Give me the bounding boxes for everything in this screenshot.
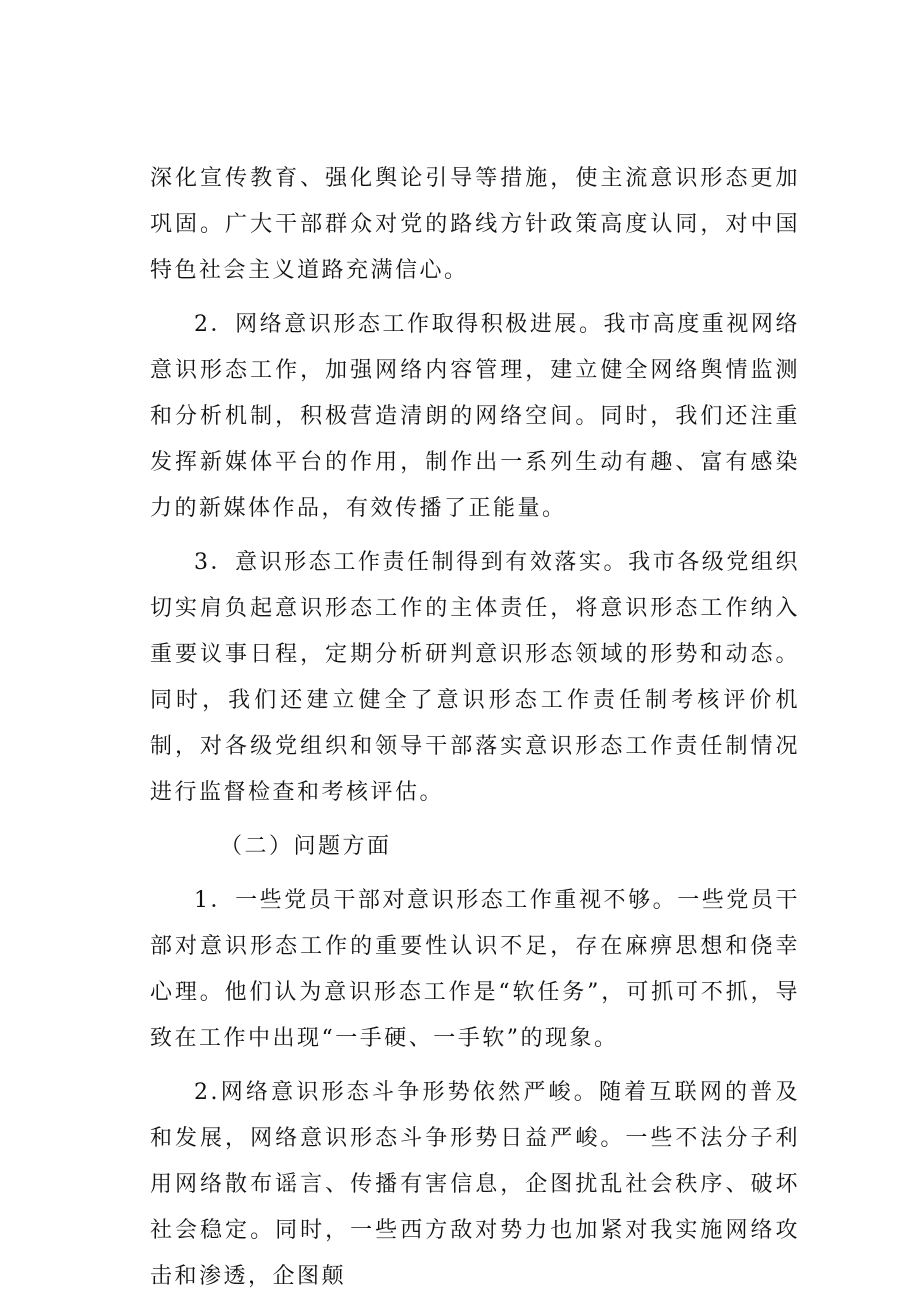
problem-paragraph-1: 1．一些党员干部对意识形态工作重视不够。一些党员干部对意识形态工作的重要性认识不足，存在麻痹思想和侥幸心理。他们认为意识形态工作是“软任务”，可抓可不抓，导致在工作中出现“一手硬、一手软”的现象。 [150, 888, 800, 1051]
section-heading: （二）问题方面 [220, 834, 392, 859]
paragraph-item-2: 2．网络意识形态工作取得积极进展。我市高度重视网络意识形态工作，加强网络内容管理，建立健全网络舆情监测和分析机制，积极营造清朗的网络空间。同时，我们还注重发挥新媒体平台的作用，制作出一系列生动有趣、富有感染力的新媒体作品，有效传播了正能量。 [150, 312, 800, 521]
problem-paragraph-2: 2.网络意识形态斗争形势依然严峻。随着互联网的普及和发展，网络意识形态斗争形势日益严峻。一些不法分子利用网络散布谣言、传播有害信息，企图扰乱社会秩序、破坏社会稳定。同时，一些西方敌对势力也加紧对我实施网络攻击和渗透，企图颠 [150, 1080, 800, 1289]
paragraph-continuation: 深化宣传教育、强化舆论引导等措施，使主流意识形态更加巩固。广大干部群众对党的路线方针政策高度认同，对中国特色社会主义道路充满信心。 [150, 166, 800, 283]
paragraph-item-3: 3．意识形态工作责任制得到有效落实。我市各级党组织切实肩负起意识形态工作的主体责任，将意识形态工作纳入重要议事日程，定期分析研判意识形态领域的形势和动态。同时，我们还建立健全了意识形态工作责任制考核评价机制，对各级党组织和领导干部落实意识形态工作责任制情况进行监督检查和考核评估。 [150, 550, 800, 805]
document-body [150, 156, 800, 1308]
